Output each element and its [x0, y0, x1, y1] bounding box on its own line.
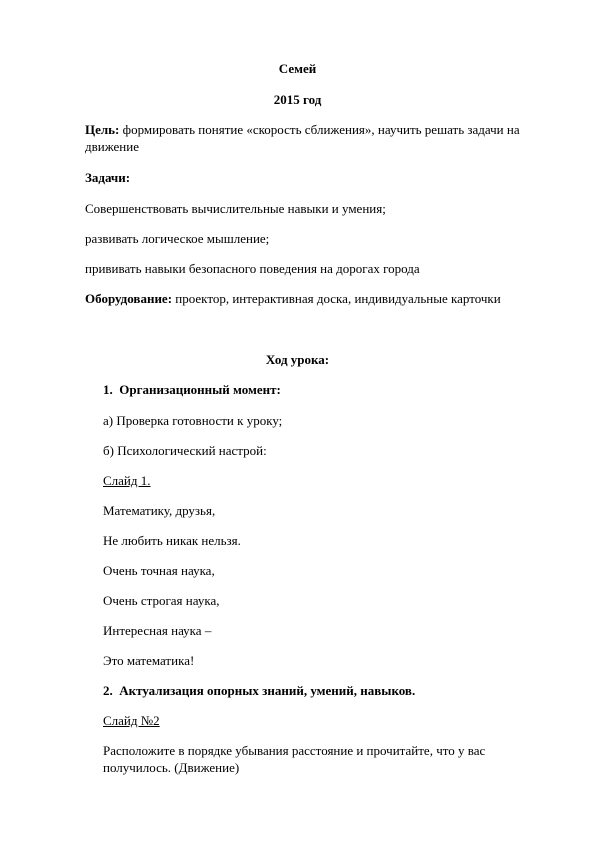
- section2-number: 2.: [103, 683, 113, 698]
- section2-text: Расположите в порядке убывания расстояние и прочитайте, что у вас: [103, 743, 486, 758]
- goal-paragraph: [85, 121, 520, 138]
- poem-line: Очень строгая наука,: [103, 593, 220, 608]
- task-item: прививать навыки безопасного поведения на дорогах города: [85, 261, 420, 276]
- poem-line: Это математика!: [103, 653, 195, 668]
- task-item: Совершенствовать вычислительные навыки и умения;: [85, 201, 386, 216]
- section2-heading: [103, 682, 415, 699]
- year-heading: 2015 год: [273, 92, 322, 107]
- section1-item: б) Психологический настрой:: [103, 443, 267, 458]
- goal-label: Цель:: [85, 122, 120, 137]
- poem-line: Не любить никак нельзя.: [103, 533, 241, 548]
- poem-line: Интересная наука –: [103, 623, 212, 638]
- equipment-text: проектор, интерактивная доска, индивидуальные карточки: [172, 291, 501, 306]
- equipment-label: Оборудование:: [85, 291, 173, 306]
- tasks-label: Задачи:: [85, 170, 131, 185]
- slide2-label: Слайд №2: [103, 713, 160, 728]
- city-heading: Семей: [278, 61, 317, 76]
- section1-heading: [103, 381, 281, 398]
- section2-title: Актуализация опорных знаний, умений, навыков.: [119, 683, 416, 698]
- goal-text: формировать понятие «скорость сближения», научить решать задачи на: [119, 122, 520, 137]
- task-item: развивать логическое мышление;: [85, 231, 270, 246]
- poem-line: Математику, друзья,: [103, 503, 216, 518]
- section2-text-continued: получилось. (Движение): [103, 760, 240, 775]
- slide1-label: Слайд 1.: [103, 473, 151, 488]
- section1-title: Организационный момент:: [119, 382, 281, 397]
- poem-line: Очень точная наука,: [103, 563, 215, 578]
- equipment-paragraph: [85, 290, 501, 307]
- lesson-heading: Ход урока:: [265, 352, 330, 367]
- section1-item: а) Проверка готовности к уроку;: [103, 413, 283, 428]
- goal-text-continued: движение: [85, 139, 139, 154]
- section1-number: 1.: [103, 382, 113, 397]
